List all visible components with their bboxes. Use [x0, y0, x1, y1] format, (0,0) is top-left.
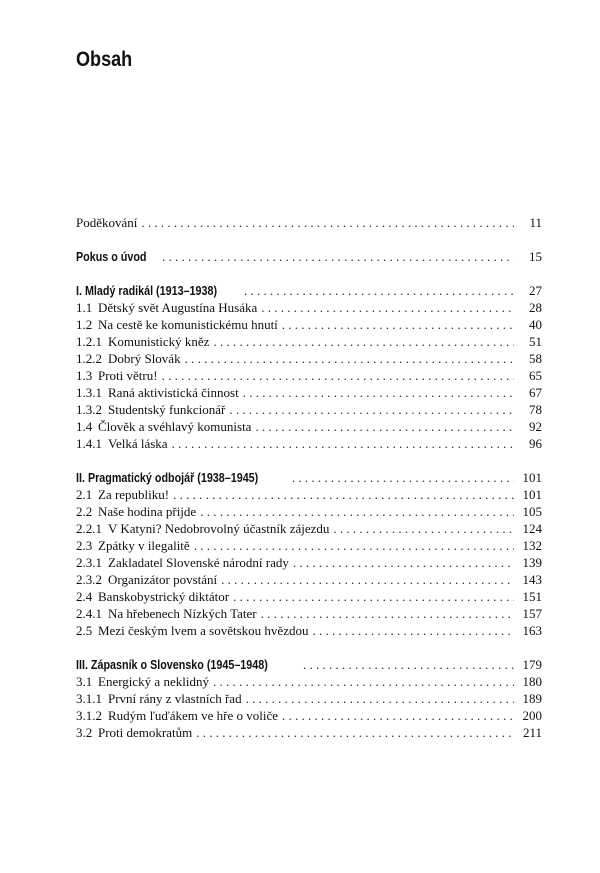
toc-page-number: 78 [529, 402, 542, 417]
dot-leader [229, 401, 514, 418]
toc-page-number: 27 [529, 283, 542, 298]
toc-entry-title [76, 418, 251, 435]
page-title: Obsah [76, 48, 133, 71]
toc-entry[interactable] [76, 401, 542, 418]
toc-page-number: 151 [522, 589, 542, 604]
dot-leader [141, 214, 514, 231]
toc-entry-title [76, 707, 278, 724]
toc-page-number: 67 [529, 385, 542, 400]
toc-entry-label: III. Zápasník o Slovensko (1945–1948) [76, 658, 268, 672]
toc-entry-title [76, 588, 229, 605]
toc-entry-title [76, 401, 225, 418]
toc-page-number: 200 [522, 708, 542, 723]
toc-entry[interactable] [76, 214, 542, 231]
toc-entry-number: 1.3.1 [76, 385, 102, 400]
toc-entry-title [76, 249, 146, 266]
toc-entry-label: Dobrý Slovák [108, 351, 181, 366]
toc-entry[interactable] [76, 605, 542, 622]
toc-page-number: 28 [529, 300, 542, 315]
toc-entry-number: 2.3.1 [76, 555, 102, 570]
toc-entry[interactable] [76, 486, 542, 503]
dot-leader [185, 350, 514, 367]
dot-leader [246, 690, 514, 707]
table-of-contents [76, 214, 542, 741]
dot-leader [282, 707, 514, 724]
toc-spacer [76, 639, 542, 656]
toc-page-number: 157 [522, 606, 542, 621]
toc-entry-label: Studentský funkcionář [108, 402, 226, 417]
toc-entry-title [76, 554, 289, 571]
toc-entry-title [76, 605, 257, 622]
toc-entry-label: V Katyni? Nedobrovolný účastník zájezdu [108, 521, 330, 536]
toc-entry-number: 2.4.1 [76, 606, 102, 621]
toc-entry[interactable] [76, 673, 542, 690]
toc-entry[interactable] [76, 520, 542, 537]
toc-entry-title [76, 283, 217, 300]
toc-entry-label: Komunistický kněz [108, 334, 210, 349]
toc-page-number: 105 [522, 504, 542, 519]
toc-entry-title [76, 299, 257, 316]
toc-page-number: 139 [522, 555, 542, 570]
toc-entry-title [76, 350, 181, 367]
toc-entry[interactable] [76, 656, 542, 673]
toc-entry-number: 1.2.2 [76, 351, 102, 366]
toc-spacer [76, 231, 542, 248]
toc-entry[interactable] [76, 299, 542, 316]
toc-entry-title [76, 470, 258, 487]
dot-leader [333, 520, 514, 537]
toc-entry-number: 1.2.1 [76, 334, 102, 349]
toc-entry-number: 2.1 [76, 487, 93, 502]
toc-entry-title [76, 657, 268, 674]
toc-page-number: 163 [522, 623, 542, 638]
toc-entry-label: Za republiku! [98, 487, 170, 502]
dot-leader [312, 622, 514, 639]
toc-page-number: 15 [529, 249, 542, 264]
toc-entry-label: První rány z vlastních řad [108, 691, 242, 706]
toc-page-number: 11 [529, 215, 542, 230]
toc-entry-label: Rudým ľuďákem ve hře o voliče [108, 708, 279, 723]
toc-entry[interactable] [76, 690, 542, 707]
toc-entry-number: 3.2 [76, 725, 93, 740]
toc-entry-label: Organizátor povstání [108, 572, 218, 587]
toc-entry-number: 1.3 [76, 368, 93, 383]
toc-entry-title [76, 333, 209, 350]
toc-entry[interactable] [76, 571, 542, 588]
toc-entry[interactable] [76, 350, 542, 367]
toc-entry-title [76, 724, 192, 741]
toc-entry-label: Na hřebenech Nízkých Tater [108, 606, 257, 621]
toc-entry-label: Raná aktivistická činnost [108, 385, 239, 400]
toc-entry-title [76, 622, 308, 639]
toc-entry-title [76, 367, 158, 384]
toc-entry[interactable] [76, 333, 542, 350]
toc-page-number: 96 [529, 436, 542, 451]
toc-entry-title [76, 435, 168, 452]
toc-entry-label: Velká láska [108, 436, 168, 451]
toc-entry-title [76, 520, 329, 537]
toc-entry[interactable] [76, 622, 542, 639]
toc-entry-label: Zakladatel Slovenské národní rady [108, 555, 289, 570]
toc-entry-title [76, 673, 209, 690]
toc-entry-number: 2.3 [76, 538, 93, 553]
toc-page-number: 143 [522, 572, 542, 587]
toc-entry[interactable] [76, 503, 542, 520]
toc-entry-number: 1.4 [76, 419, 93, 434]
toc-entry-label: Poděkování [76, 215, 138, 230]
toc-entry-title [76, 214, 137, 231]
toc-entry-label: Proti demokratům [98, 725, 193, 740]
toc-spacer [76, 265, 542, 282]
dot-leader [282, 316, 514, 333]
toc-page-number: 101 [522, 487, 542, 502]
toc-entry[interactable] [76, 435, 542, 452]
toc-entry-label: Banskobystrický diktátor [98, 589, 230, 604]
toc-entry[interactable] [76, 554, 542, 571]
toc-entry-number: 1.1 [76, 300, 93, 315]
toc-entry-number: 2.5 [76, 623, 93, 638]
toc-entry-label: Na cestě ke komunistickému hnutí [98, 317, 278, 332]
dot-leader [194, 537, 514, 554]
toc-entry[interactable] [76, 282, 542, 299]
toc-entry-number: 1.3.2 [76, 402, 102, 417]
toc-entry-label: II. Pragmatický odbojář (1938–1945) [76, 471, 259, 485]
dot-leader [162, 248, 514, 265]
toc-page-number: 189 [522, 691, 542, 706]
toc-entry[interactable] [76, 384, 542, 401]
dot-leader [292, 469, 514, 486]
dot-leader [213, 673, 514, 690]
toc-entry-number: 3.1.1 [76, 691, 102, 706]
toc-page-number: 211 [522, 725, 542, 740]
toc-entry-title [76, 537, 190, 554]
toc-entry[interactable] [76, 248, 542, 265]
toc-entry-number: 2.2.1 [76, 521, 102, 536]
dot-leader [200, 503, 514, 520]
toc-entry[interactable] [76, 588, 542, 605]
toc-page-number: 124 [522, 521, 542, 536]
toc-entry-number: 3.1 [76, 674, 93, 689]
dot-leader [261, 605, 514, 622]
toc-entry-title [76, 316, 278, 333]
toc-entry-label: Naše hodina přijde [98, 504, 197, 519]
toc-entry-title [76, 503, 196, 520]
dot-leader [196, 724, 514, 741]
toc-entry-number: 2.3.2 [76, 572, 102, 587]
toc-page-number: 51 [529, 334, 542, 349]
dot-leader [172, 435, 514, 452]
toc-page-number: 132 [522, 538, 542, 553]
dot-leader [293, 554, 514, 571]
toc-entry-number: 3.1.2 [76, 708, 102, 723]
toc-entry-label: Zpátky v ilegalitě [98, 538, 190, 553]
toc-page-number: 58 [529, 351, 542, 366]
toc-page-number: 179 [522, 657, 542, 672]
toc-entry[interactable] [76, 418, 542, 435]
dot-leader [255, 418, 514, 435]
toc-entry[interactable] [76, 707, 542, 724]
toc-entry-number: 2.2 [76, 504, 93, 519]
toc-entry-label: Energický a neklidný [98, 674, 209, 689]
toc-entry-title [76, 571, 217, 588]
toc-entry-label: Proti větru! [98, 368, 158, 383]
toc-page-number: 180 [522, 674, 542, 689]
toc-spacer [76, 452, 542, 469]
toc-entry[interactable] [76, 367, 542, 384]
toc-entry[interactable] [76, 724, 542, 741]
toc-entry-label: Člověk a svéhlavý komunista [98, 419, 252, 434]
toc-entry-title [76, 486, 169, 503]
toc-entry[interactable] [76, 537, 542, 554]
toc-page-number: 101 [522, 470, 542, 485]
dot-leader [303, 656, 514, 673]
toc-entry-label: Pokus o úvod [76, 250, 147, 264]
toc-entry-number: 1.2 [76, 317, 93, 332]
toc-entry-label: Mezi českým lvem a sovětskou hvězdou [98, 623, 309, 638]
toc-entry-label: I. Mladý radikál (1913–1938) [76, 284, 218, 298]
toc-entry-number: 2.4 [76, 589, 93, 604]
dot-leader [233, 588, 514, 605]
toc-entry-label: Dětský svět Augustína Husáka [98, 300, 258, 315]
toc-entry[interactable] [76, 316, 542, 333]
dot-leader [173, 486, 514, 503]
toc-entry-title [76, 690, 242, 707]
dot-leader [162, 367, 514, 384]
toc-page-number: 65 [529, 368, 542, 383]
toc-page-number: 92 [529, 419, 542, 434]
toc-entry-number: 1.4.1 [76, 436, 102, 451]
dot-leader [261, 299, 514, 316]
dot-leader [221, 571, 514, 588]
toc-entry-title [76, 384, 239, 401]
dot-leader [244, 282, 514, 299]
toc-page-number: 40 [529, 317, 542, 332]
toc-entry[interactable] [76, 469, 542, 486]
dot-leader [243, 384, 514, 401]
dot-leader [213, 333, 514, 350]
